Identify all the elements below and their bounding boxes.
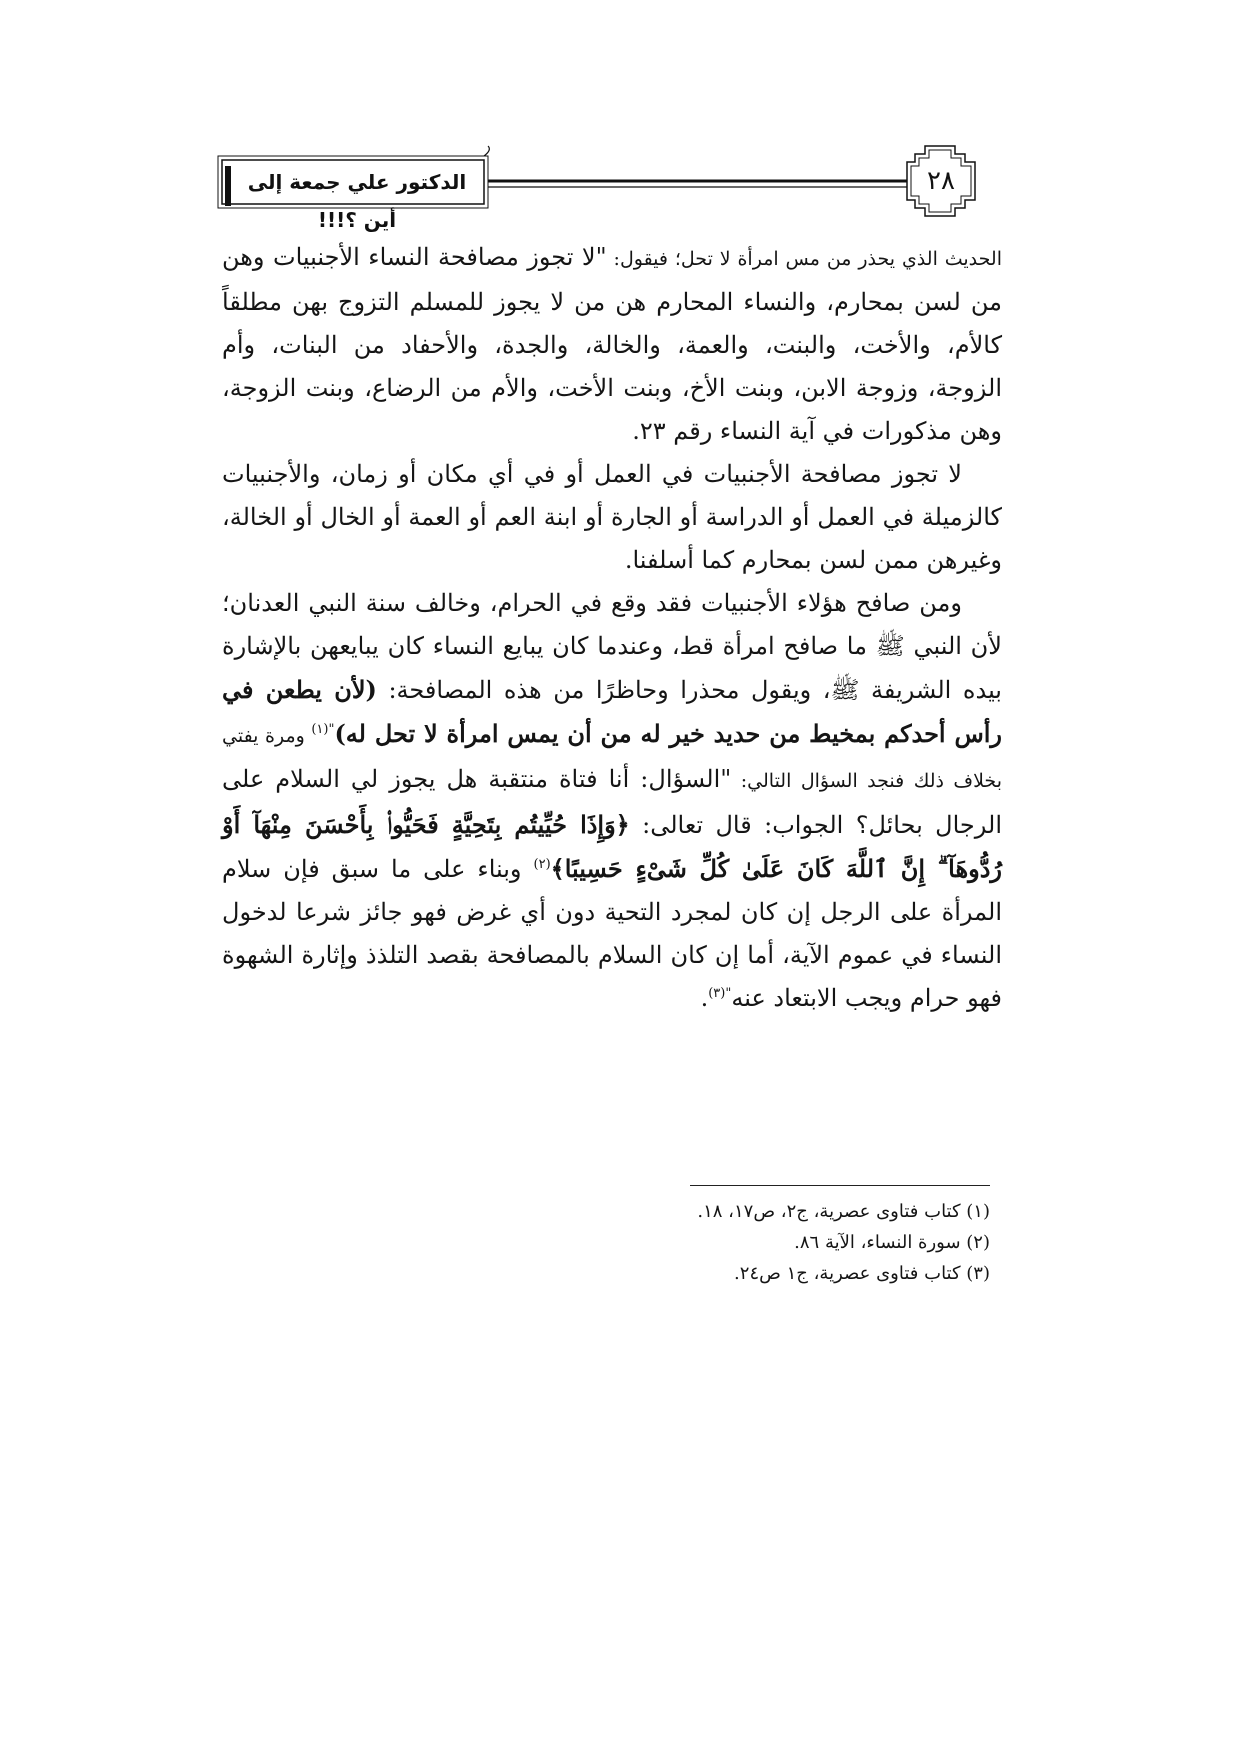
footnote-item: (١) كتاب فتاوى عصرية، ج٢، ص١٧، ١٨. [697,1201,990,1222]
text-run: . [700,984,709,1012]
footnote-ref-3: "(٣) [708,986,732,1001]
text-run: ومن صافح هؤلاء الأجنبيات فقد وقع في الحرام، وخالف سنة النبي العدنان؛ لأن النبي ﷺ ما صافح امرأة قط، وعندما كان يبايع النساء كان يبايعهن بالإشارة بيده الشريفة ﷺ، ويقول محذرا وحاظرًا من هذه المصافحة: [222,589,1002,704]
hadith-quote: (لأن يطعن في رأس أحدكم بمخيط من حديد خير له من أن يمس امرأة لا تحل له) [222,675,1002,748]
footnotes [560,1196,990,1289]
paragraph: لا تجوز مصافحة الأجنبيات في العمل أو في أي مكان أو زمان، والأجنبيات كالزميلة في العمل أو الدراسة أو الجارة أو ابنة العم أو العمة أو الخال أو الخالة، وغيرهن ممن لسن بمحارم كما أسلفنا. [222,460,1002,574]
footnote-item: (٣) كتاب فتاوى عصرية، ج١ ص٢٤. [734,1263,990,1284]
paragraph [222,582,1002,1020]
footnote-ref-2: (٢) [533,857,551,872]
quran-verse: ﴿وَإِذَا حُيِّيتُم بِتَحِيَّةٍ فَحَيُّوا۟ بِأَحْسَنَ مِنْهَآ أَوْ رُدُّوهَآ ۗ إِنَّ ٱللَّهَ كَانَ عَلَىٰ كُلِّ شَىْءٍ حَسِيبًا﴾ [222,810,1002,883]
main-text [222,236,1002,1020]
header-frame-ornament [0,0,1240,240]
page-number: ٢٨ [927,166,955,196]
paragraph [222,236,1002,453]
text-run: ومرة [258,725,312,747]
page-header [0,0,1240,240]
text-run: يفتي بخلاف ذلك فنجد السؤال التالي: [222,725,1002,792]
footnote-item: (٢) سورة النساء، الآية ٨٦. [794,1232,990,1253]
text-run: "لا تجوز مصافحة النساء الأجنبيات وهن من لسن بمحارم، والنساء المحارم هن من لا يجوز للمسلم التزوج بهن مطلقاً كالأم، والأخت، والبنت، والعمة، والخالة، والجدة، والأحفاد من البنات، وأم الزوجة، وزوجة الابن، وبنت الأخ، وبنت الأخت، والأم من الرضاع، وبنت الزوجة، وهن مذكورات في آية النساء رقم ٢٣. [222,243,1002,445]
text-run: الحديث الذي يحذر من مس امرأة لا تحل؛ فيقول: [606,248,1002,270]
footnote-ref-1: "(١) [311,722,335,737]
text-run: "السؤال: أنا فتاة منتقبة هل يجوز لي السلام على الرجال بحائل؟ الجواب: قال تعالى: [222,765,1002,839]
running-title: الدكتور علي جمعة إلى أين ؟!!! [247,170,467,232]
text-run: وبناء على ما سبق فإن سلام المرأة على الرجل إن كان لمجرد التحية دون أي غرض فهو جائز شرعا لدخول النساء في عموم الآية، أما إن كان السلام بالمصافحة بقصد التلذذ وإثارة الشهوة فهو حرام ويجب الابتعاد عنه [222,855,1002,1012]
footnote-divider [690,1185,990,1186]
